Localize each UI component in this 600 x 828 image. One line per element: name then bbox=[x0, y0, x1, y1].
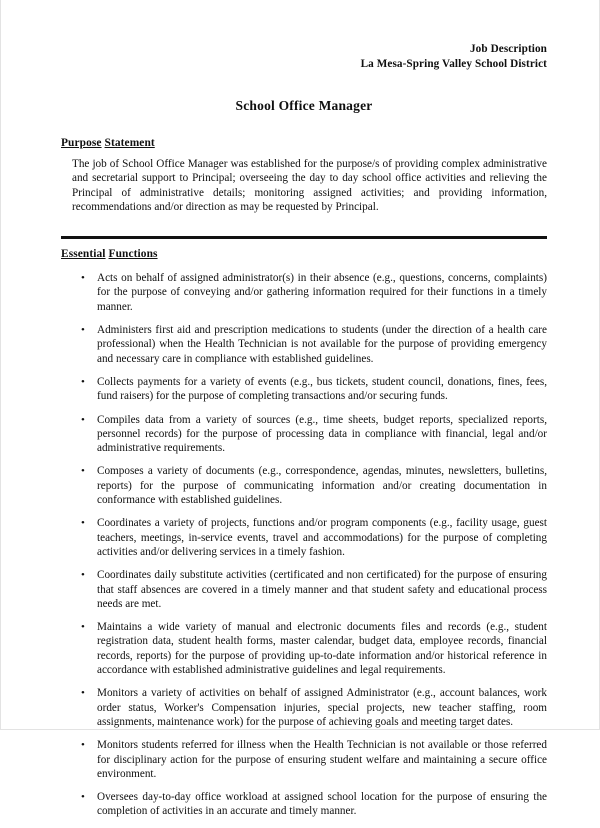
list-item-text: Monitors a variety of activities on behalf of assigned Administrator (e.g., account balances, work order status, Worker's Compensation injuries, special projects, new teacher staffing, room assignments, maintenance work) for the purpose of achieving goals and meeting target dates. bbox=[97, 687, 547, 728]
page-title: School Office Manager bbox=[235, 98, 373, 113]
list-item bbox=[61, 413, 547, 456]
list-item-text: Collects payments for a variety of events (e.g., bus tickets, student council, donations, fines, fees, fund raisers) for the purpose of completing transactions and/or securing funds. bbox=[97, 375, 547, 403]
list-item bbox=[61, 738, 547, 781]
list-item bbox=[61, 464, 547, 507]
section-heading-purpose-word-2: Statement bbox=[104, 137, 155, 149]
bullet-point-icon: • bbox=[81, 739, 85, 752]
bullet-point-icon: • bbox=[81, 375, 85, 388]
list-item bbox=[61, 620, 547, 677]
header-line-district-name: La Mesa-Spring Valley School District bbox=[360, 58, 547, 70]
list-item bbox=[61, 568, 547, 611]
list-item-text: Compiles data from a variety of sources (e.g., time sheets, budget reports, specialized reports, personnel records) for the purpose of processing data in compliance with financial, legal and/or administrative requirements. bbox=[97, 413, 547, 455]
list-item-text: Coordinates daily substitute activities (certificated and non certificated) for the purpose of ensuring that staff absences are covered in a timely manner and that student safety and educational process needs are met. bbox=[97, 569, 547, 610]
bullet-point-icon: • bbox=[81, 791, 85, 804]
section-heading-purpose-statement bbox=[61, 137, 547, 149]
essential-functions-list bbox=[61, 271, 547, 819]
list-item bbox=[61, 790, 547, 819]
bullet-point-icon: • bbox=[81, 272, 85, 285]
bullet-point-icon: • bbox=[81, 465, 85, 478]
section-heading-functions-word-2: Functions bbox=[108, 248, 158, 261]
list-item-text: Administers first aid and prescription medications to students (under the direction of a health care professional) when the Health Technician is not available for the purpose of providing emergency and necessary care in compliance with established guidelines. bbox=[97, 324, 547, 365]
list-item bbox=[61, 375, 547, 404]
section-heading-purpose-word-1: Purpose bbox=[61, 137, 102, 149]
section-heading-functions-word-1: Essential bbox=[61, 248, 106, 261]
list-item-text: Coordinates a variety of projects, functions and/or program components (e.g., facility usage, guest teachers, meetings, in-service events, travel and accommodations) for the purpose of completing activities and/or delivering services in a timely fashion. bbox=[97, 517, 547, 558]
list-item bbox=[61, 323, 547, 366]
list-item-text: Oversees day-to-day office workload at assigned school location for the purpose of ensuring the completion of activities in an accurate and timely manner. bbox=[97, 791, 547, 818]
document-sheet bbox=[61, 0, 547, 828]
list-item-text: Composes a variety of documents (e.g., correspondence, agendas, minutes, newsletters, bulletins, reports) for the purpose of communicating information and/or creating documentation in conformance with established guidelines. bbox=[97, 465, 547, 507]
section-divider-rule bbox=[61, 235, 547, 239]
header-line-job-description: Job Description bbox=[469, 43, 547, 55]
bullet-point-icon: • bbox=[81, 621, 85, 634]
section-heading-essential-functions bbox=[61, 248, 547, 260]
bullet-point-icon: • bbox=[81, 569, 85, 582]
purpose-statement-paragraph: The job of School Office Manager was established for the purpose/s of providing complex administrative and secretarial support to Principal; overseeing the day to day school office activities and relieving the Principal of administrative details; monitoring assigned activities; and providing information, recommendations and/or direction as may be requested by Principal. bbox=[72, 158, 547, 213]
bullet-point-icon: • bbox=[81, 413, 85, 426]
bullet-point-icon: • bbox=[81, 517, 85, 530]
list-item-text: Acts on behalf of assigned administrator(s) in their absence (e.g., questions, concerns, complaints) for the purpose of conveying and/or gathering information required for their functions in a timely manner. bbox=[97, 272, 547, 313]
list-item bbox=[61, 271, 547, 314]
bullet-point-icon: • bbox=[81, 687, 85, 700]
list-item bbox=[61, 516, 547, 559]
bullet-point-icon: • bbox=[81, 324, 85, 337]
list-item-text: Maintains a wide variety of manual and electronic documents files and records (e.g., student registration data, student health forms, master calendar, budget data, employee records, financial records, reports) for the purpose of providing up-to-date information and/or historical reference in accordance with established administrative guidelines and legal requirements. bbox=[97, 621, 547, 677]
list-item-text: Monitors students referred for illness when the Health Technician is not available or those referred for disciplinary action for the purpose of ensuring student welfare and maintaining a secure office environment. bbox=[97, 739, 547, 780]
document-header bbox=[61, 42, 547, 72]
list-item bbox=[61, 686, 547, 729]
